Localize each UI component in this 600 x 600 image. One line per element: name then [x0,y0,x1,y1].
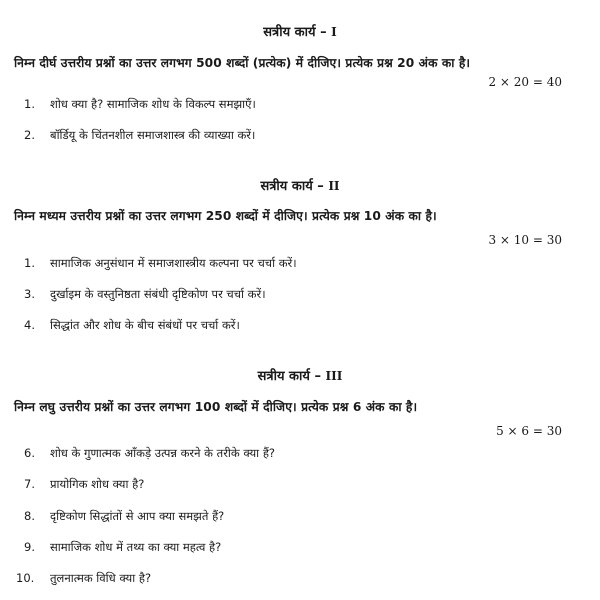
section-3-title: सत्रीय कार्य [257,369,310,384]
section-3-question [24,509,224,524]
question-text: शोध के गुणात्मक आँकड़े उत्पन्न करने के तरीके क्या हैं? [50,446,276,460]
question-text: सिद्धांत और शोध के बीच संबंधों पर चर्चा करें। [50,318,240,332]
question-number: 3. [24,287,35,301]
question-number: 10. [16,571,35,585]
section-3-dash: – [314,369,321,384]
question-number: 1. [24,256,35,270]
question-text: शोध क्या है? सामाजिक शोध के विकल्प समझाएँ। [50,97,256,111]
question-number: 1. [24,97,35,111]
question-text: तुलनात्मक विधि क्या है? [50,571,152,585]
section-1-marks: 2 × 20 = 40 [488,75,562,89]
section-2-question [24,318,240,333]
section-3-question [16,571,151,586]
section-3-question [24,446,275,461]
section-1-heading [0,22,600,40]
section-1-roman: I [331,25,337,39]
section-3-instruction: निम्न लघु उत्तरीय प्रश्नों का उत्तर लगभग 100 शब्दों में दीजिए। प्रत्येक प्रश्न 6 अंक का है। [14,400,418,414]
section-2-dash: – [317,179,324,194]
question-number: 8. [24,509,35,523]
question-text: प्रायोगिक शोध क्या है? [50,477,145,491]
section-3-marks: 5 × 6 = 30 [496,424,562,438]
question-number: 7. [24,477,35,491]
section-3-question [24,540,221,555]
section-2-roman: II [328,179,340,193]
section-2-heading [0,176,600,194]
section-2-title: सत्रीय कार्य [260,179,313,194]
question-text: सामाजिक अनुसंधान में समाजशास्त्रीय कल्पना पर चर्चा करें। [50,256,297,270]
section-1-instruction: निम्न दीर्घ उत्तरीय प्रश्नों का उत्तर लगभग 500 शब्दों (प्रत्येक) में दीजिए। प्रत्येक प्रश्न 20 अंक का है। [14,56,471,70]
section-2-marks: 3 × 10 = 30 [488,233,562,247]
section-3-roman: III [325,369,343,383]
section-3-heading [0,366,600,384]
question-text: दृष्टिकोण सिद्धांतों से आप क्या समझते हैं? [50,509,225,523]
question-text: दुर्खाइम के वस्तुनिष्ठता संबंधी दृष्टिकोण पर चर्चा करें। [50,287,266,301]
section-1-title: सत्रीय कार्य [263,25,316,40]
section-1-question [24,128,255,143]
section-1-question [24,97,256,112]
question-number: 2. [24,128,35,142]
section-2-instruction: निम्न मध्यम उत्तरीय प्रश्नों का उत्तर लगभग 250 शब्दों में दीजिए। प्रत्येक प्रश्न 10 अंक का है। [14,209,437,223]
question-number: 4. [24,318,35,332]
question-text: सामाजिक शोध में तथ्य का क्या महत्व है? [50,540,222,554]
section-1-dash: – [320,25,327,40]
question-number: 6. [24,446,35,460]
question-text: बॉर्डियू के चिंतनशील समाजशास्त्र की व्याख्या करें। [50,128,256,142]
question-number: 9. [24,540,35,554]
section-3-question [24,477,144,492]
section-2-question [24,256,297,271]
section-2-question [24,287,266,302]
